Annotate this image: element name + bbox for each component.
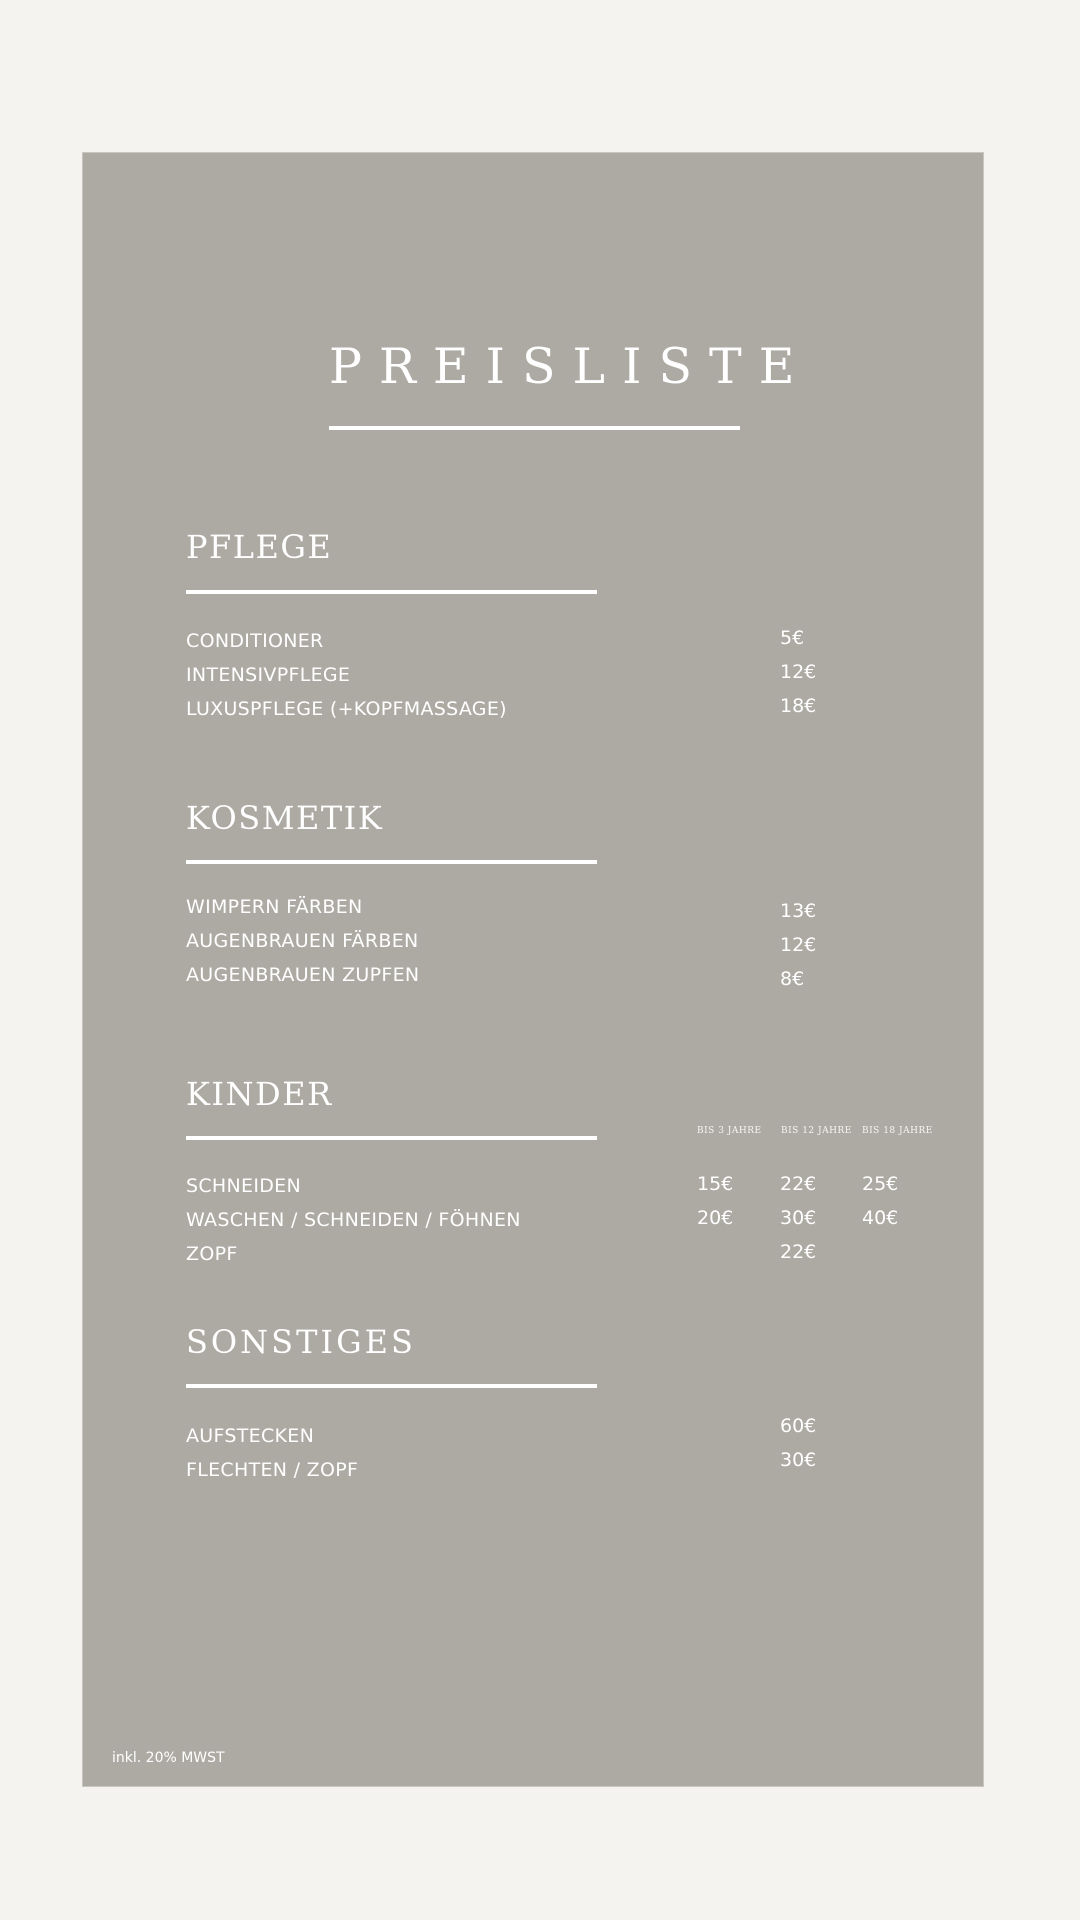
list-item-name: AUGENBRAUEN FÄRBEN (186, 930, 419, 952)
price-list-card (83, 153, 983, 1786)
list-item-name: LUXUSPFLEGE (+KOPFMASSAGE) (186, 698, 507, 720)
list-item-price: 20€ (697, 1207, 734, 1229)
list-item-name: SCHNEIDEN (186, 1175, 301, 1197)
list-item-name: CONDITIONER (186, 630, 324, 652)
section-heading-pflege: PFLEGE (186, 528, 333, 566)
list-item-price: 25€ (862, 1173, 899, 1195)
section-divider-sonstiges (186, 1384, 597, 1388)
section-heading-sonstiges: SONSTIGES (186, 1323, 416, 1361)
tax-footnote: inkl. 20% MWST (112, 1750, 225, 1766)
title-divider (329, 426, 740, 430)
page-title: PREISLISTE (329, 338, 812, 395)
list-item-price: 60€ (780, 1415, 817, 1437)
list-item-price: 30€ (780, 1207, 817, 1229)
age-column-header: BIS 18 JAHRE (862, 1126, 933, 1136)
list-item-price: 22€ (780, 1241, 817, 1263)
list-item-name: WIMPERN FÄRBEN (186, 896, 363, 918)
age-column-header: BIS 3 JAHRE (697, 1126, 762, 1136)
list-item-name: ZOPF (186, 1243, 238, 1265)
list-item-name: AUFSTECKEN (186, 1425, 315, 1447)
list-item-price: 15€ (697, 1173, 734, 1195)
age-column-header: BIS 12 JAHRE (781, 1126, 852, 1136)
section-heading-kosmetik: KOSMETIK (186, 799, 384, 837)
list-item-price: 18€ (780, 695, 817, 717)
list-item-name: AUGENBRAUEN ZUPFEN (186, 964, 420, 986)
list-item-price: 22€ (780, 1173, 817, 1195)
section-divider-kinder (186, 1136, 597, 1140)
section-divider-kosmetik (186, 860, 597, 864)
section-heading-kinder: KINDER (186, 1075, 333, 1113)
list-item-name: WASCHEN / SCHNEIDEN / FÖHNEN (186, 1209, 521, 1231)
list-item-price: 12€ (780, 661, 817, 683)
list-item-name: INTENSIVPFLEGE (186, 664, 351, 686)
list-item-price: 8€ (780, 968, 805, 990)
list-item-price: 40€ (862, 1207, 899, 1229)
list-item-price: 12€ (780, 934, 817, 956)
section-divider-pflege (186, 590, 597, 594)
list-item-price: 13€ (780, 900, 817, 922)
list-item-name: FLECHTEN / ZOPF (186, 1459, 359, 1481)
list-item-price: 30€ (780, 1449, 817, 1471)
list-item-price: 5€ (780, 627, 805, 649)
